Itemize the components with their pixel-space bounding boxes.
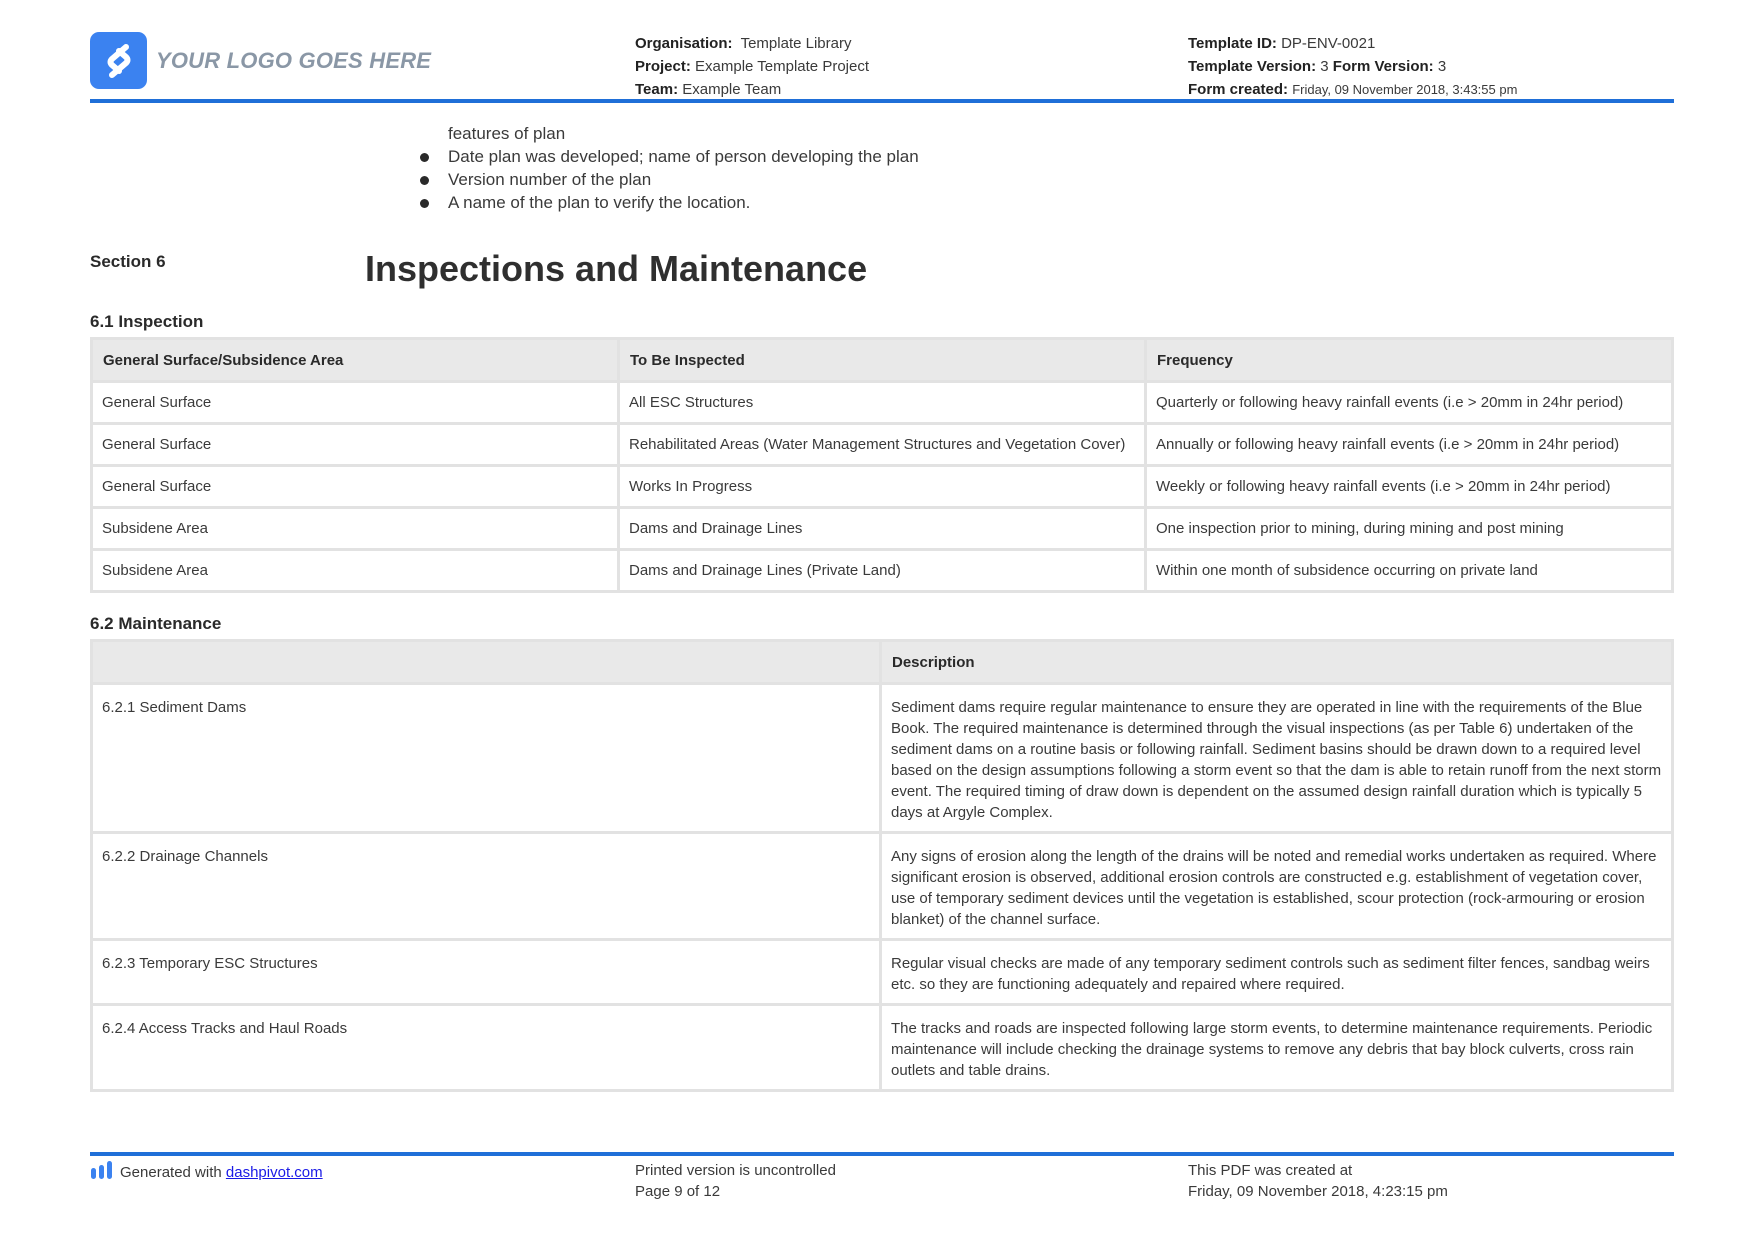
- table-cell: Any signs of erosion along the length of the drains will be noted and remedial works undertaken as required. Where significant erosion is observed, additional erosion controls are constructed e.g. establishment of vegetation cover, use of temporary sediment devices until the vegetation is established, scour protection (rock-armouring or erosion blanket) of the channel surface.: [882, 834, 1671, 938]
- section-label: Section 6: [90, 252, 166, 271]
- column-header: [93, 642, 879, 682]
- list-item-text: Version number of the plan: [448, 170, 652, 189]
- list-item: [420, 168, 919, 191]
- generated-with: [90, 1160, 323, 1186]
- footer-center: [635, 1160, 836, 1202]
- form-version-label: Form Version:: [1332, 58, 1434, 75]
- bullet-icon: [420, 153, 429, 162]
- table-cell: All ESC Structures: [620, 383, 1144, 422]
- list-continuation: features of plan: [448, 124, 566, 143]
- table-cell: 6.2.2 Drainage Channels: [93, 834, 879, 938]
- project-value: Example Template Project: [695, 58, 870, 75]
- column-header: Frequency: [1147, 340, 1671, 380]
- column-header: Description: [882, 642, 1671, 682]
- table-cell: 6.2.4 Access Tracks and Haul Roads: [93, 1006, 879, 1089]
- table-cell: General Surface: [93, 467, 617, 506]
- table-cell: Annually or following heavy rainfall events (i.e > 20mm in 24hr period): [1147, 425, 1671, 464]
- logo-mark-icon: [90, 32, 147, 89]
- list-item-text: A name of the plan to verify the location.: [448, 193, 751, 212]
- team-value: Example Team: [682, 81, 782, 98]
- dashpivot-icon: [90, 1160, 114, 1186]
- table-row: [93, 467, 1671, 506]
- table-row: [93, 509, 1671, 548]
- dashpivot-link[interactable]: dashpivot.com: [225, 1164, 323, 1181]
- project-label: Project:: [635, 58, 691, 75]
- pdf-created-date: Friday, 09 November 2018, 4:23:15 pm: [1188, 1183, 1448, 1200]
- table-cell: Works In Progress: [620, 467, 1144, 506]
- table-cell: The tracks and roads are inspected following large storm events, to determine maintenance requirements. Periodic maintenance will include checking the drainage systems to remove any debris that bay block culverts, cross rain outlets and table drains.: [882, 1006, 1671, 1089]
- form-version-value: 3: [1437, 58, 1447, 75]
- list-item: [420, 191, 919, 214]
- maintenance-table: [90, 639, 1674, 1092]
- column-header: To Be Inspected: [620, 340, 1144, 380]
- table-cell: Quarterly or following heavy rainfall events (i.e > 20mm in 24hr period): [1147, 383, 1671, 422]
- table-cell: 6.2.3 Temporary ESC Structures: [93, 941, 879, 1003]
- table-cell: Dams and Drainage Lines (Private Land): [620, 551, 1144, 590]
- footer-right: [1188, 1160, 1448, 1202]
- header-org-block: [635, 32, 869, 101]
- uncontrolled-notice: Printed version is uncontrolled: [635, 1162, 836, 1179]
- table-cell: Within one month of subsidence occurring on private land: [1147, 551, 1671, 590]
- table-cell: Weekly or following heavy rainfall events (i.e > 20mm in 24hr period): [1147, 467, 1671, 506]
- table-cell: Dams and Drainage Lines: [620, 509, 1144, 548]
- page-number: Page 9 of 12: [635, 1183, 721, 1200]
- company-logo: [90, 32, 431, 89]
- form-created-value: Friday, 09 November 2018, 3:43:55 pm: [1292, 82, 1518, 97]
- table-cell: Subsidene Area: [93, 551, 617, 590]
- pdf-created-label: This PDF was created at: [1188, 1162, 1353, 1179]
- template-id-label: Template ID:: [1188, 35, 1277, 52]
- table-row: [93, 941, 1671, 1003]
- form-created-label: Form created:: [1188, 81, 1289, 98]
- table-header-row: [93, 340, 1671, 380]
- template-id-value: DP-ENV-0021: [1281, 35, 1376, 52]
- table-cell: Subsidene Area: [93, 509, 617, 548]
- team-label: Team:: [635, 81, 679, 98]
- organisation-label: Organisation:: [635, 35, 733, 52]
- table-row: [93, 685, 1671, 831]
- organisation-value: Template Library: [740, 35, 852, 52]
- inspection-table: [90, 337, 1674, 593]
- bullet-icon: [420, 199, 429, 208]
- table-header-row: [93, 642, 1671, 682]
- template-version-label: Template Version:: [1188, 58, 1317, 75]
- table-row: [93, 425, 1671, 464]
- table-cell: One inspection prior to mining, during mining and post mining: [1147, 509, 1671, 548]
- maintenance-title: 6.2 Maintenance: [90, 614, 222, 633]
- table-cell: Sediment dams require regular maintenance to ensure they are operated in line with the requirements of the Blue Book. The required maintenance is determined through the visual inspections (as per Table 6) undertaken of the sediment dams on a routine basis or following rainfall. Sediment basins should be drawn down to a required level based on the design assumptions following a storm event so that the dam is able to retain runoff from the next storm event. The required timing of draw down is dependent on the assumed design rainfall duration which is typically 5 days at Argyle Complex.: [882, 685, 1671, 831]
- template-version-value: 3: [1320, 58, 1329, 75]
- plan-features-list: [420, 122, 919, 214]
- footer-rule: [90, 1152, 1674, 1156]
- list-item: [420, 145, 919, 168]
- table-row: [93, 383, 1671, 422]
- table-cell: Rehabilitated Areas (Water Management Structures and Vegetation Cover): [620, 425, 1144, 464]
- table-row: [93, 551, 1671, 590]
- table-cell: General Surface: [93, 425, 617, 464]
- table-cell: Regular visual checks are made of any temporary sediment controls such as sediment filter fences, sandbag weirs etc. so they are functioning adequately and repaired where required.: [882, 941, 1671, 1003]
- generated-prefix: Generated with: [120, 1164, 226, 1181]
- table-cell: General Surface: [93, 383, 617, 422]
- header-template-block: [1188, 32, 1517, 101]
- bullet-icon: [420, 176, 429, 185]
- column-header: General Surface/Subsidence Area: [93, 340, 617, 380]
- table-cell: 6.2.1 Sediment Dams: [93, 685, 879, 831]
- inspection-title: 6.1 Inspection: [90, 312, 204, 331]
- table-row: [93, 1006, 1671, 1089]
- page-header: [90, 30, 1674, 102]
- list-item-text: Date plan was developed; name of person developing the plan: [448, 147, 919, 166]
- header-rule: [90, 99, 1674, 103]
- table-row: [93, 834, 1671, 938]
- section-title: Inspections and Maintenance: [365, 248, 868, 289]
- logo-text: YOUR LOGO GOES HERE: [156, 47, 432, 73]
